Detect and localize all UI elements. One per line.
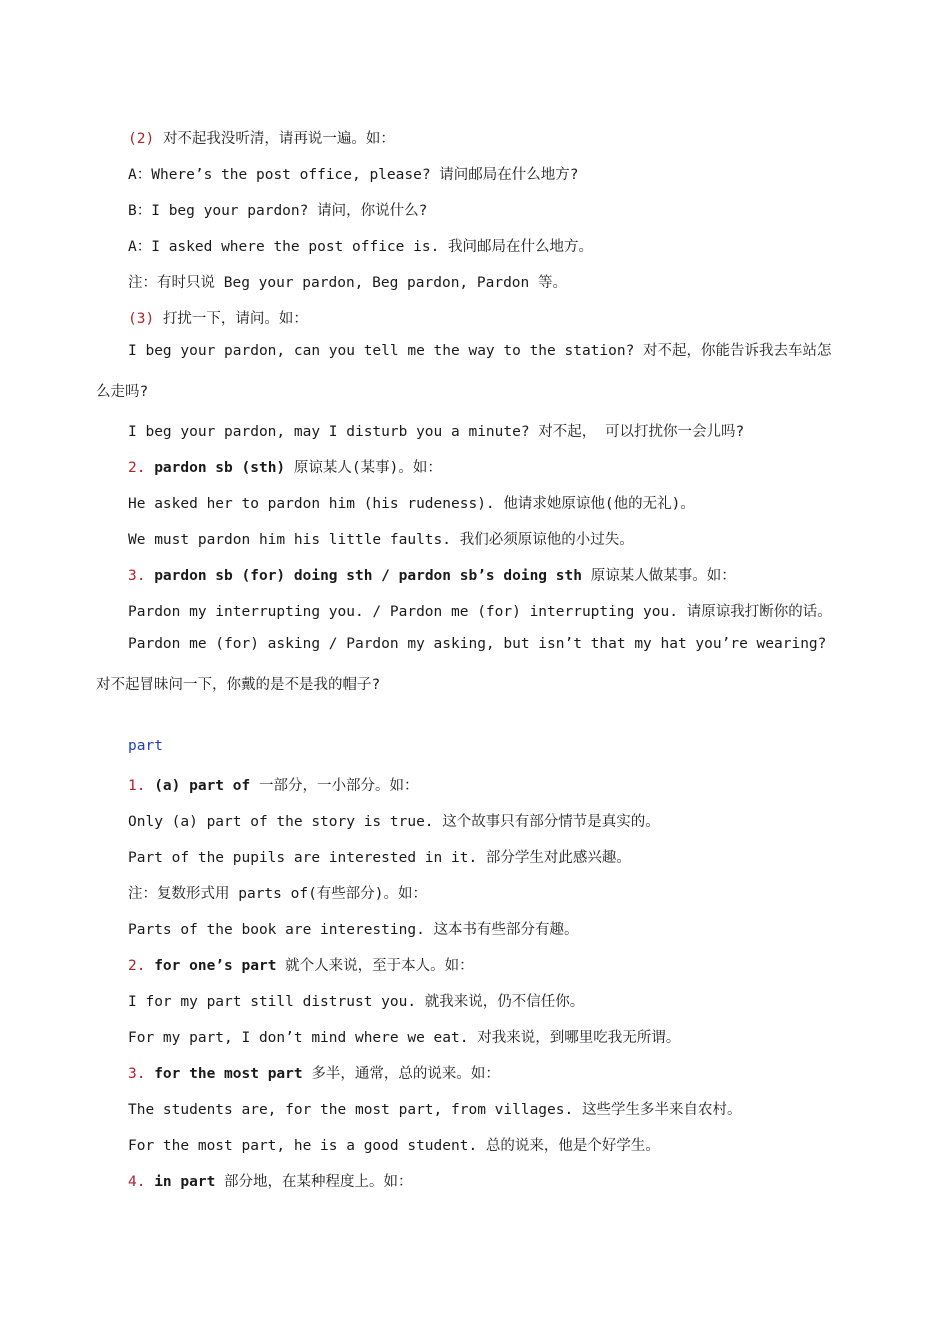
note-line: 注：有时只说 Beg your pardon, Beg pardon, Pardon 等。 bbox=[128, 275, 567, 291]
entry-phrase: pardon sb (for) doing sth / pardon sb’s doing sth bbox=[154, 568, 582, 584]
example-line: A：I asked where the post office is. 我问邮局在什么地方。 bbox=[128, 239, 594, 255]
example-line: Pardon my interrupting you. / Pardon me (for) interrupting you. 请原谅我打断你的话。 bbox=[128, 604, 832, 620]
entry-phrase: for the most part bbox=[154, 1066, 303, 1082]
entry-heading-part: part bbox=[128, 738, 163, 754]
entry-description: 多半，通常，总的说来。如： bbox=[311, 1066, 500, 1082]
entry-number: 1. bbox=[128, 778, 146, 794]
sense-title: 打扰一下，请问。如： bbox=[162, 311, 308, 327]
pardon-entry-2 bbox=[128, 456, 442, 477]
entry-phrase: (a) part of bbox=[154, 778, 251, 794]
part-entry-1 bbox=[128, 774, 418, 795]
example-line: B：I beg your pardon? 请问，你说什么? bbox=[128, 203, 428, 219]
entry-description: 一部分，一小部分。如： bbox=[258, 778, 419, 794]
pardon-sense-2 bbox=[128, 127, 395, 148]
sense-number: (3) bbox=[128, 311, 155, 327]
entry-number: 4. bbox=[128, 1174, 146, 1190]
example-line: A：Where’s the post office, please? 请问邮局在什么地方? bbox=[128, 167, 579, 183]
example-line: We must pardon him his little faults. 我们必须原谅他的小过失。 bbox=[128, 532, 634, 548]
pardon-sense-3 bbox=[128, 307, 308, 328]
note-line: 注：复数形式用 parts of(有些部分)。如： bbox=[128, 886, 428, 902]
part-entry-2 bbox=[128, 954, 474, 975]
part-entry-3 bbox=[128, 1062, 500, 1083]
entry-description: 就个人来说，至于本人。如： bbox=[285, 958, 474, 974]
example-line: Part of the pupils are interested in it. 部分学生对此感兴趣。 bbox=[128, 850, 631, 866]
example-line: For my part, I don’t mind where we eat. 对我来说，到哪里吃我无所谓。 bbox=[128, 1030, 681, 1046]
example-line: Only (a) part of the story is true. 这个故事只有部分情节是真实的。 bbox=[128, 814, 660, 830]
entry-description: 原谅某人(某事)。如： bbox=[293, 460, 442, 476]
sense-number: (2) bbox=[128, 131, 155, 147]
pardon-entry-3 bbox=[128, 564, 736, 585]
entry-number: 2. bbox=[128, 460, 146, 476]
entry-description: 原谅某人做某事。如： bbox=[590, 568, 736, 584]
entry-number: 3. bbox=[128, 568, 146, 584]
example-line: He asked her to pardon him (his rudeness). 他请求她原谅他(他的无礼)。 bbox=[128, 496, 695, 512]
example-line: For the most part, he is a good student. 总的说来，他是个好学生。 bbox=[128, 1138, 660, 1154]
example-line: I beg your pardon, can you tell me the way to the station? 对不起，你能告诉我去车站怎么走吗? bbox=[96, 343, 832, 400]
entry-phrase: in part bbox=[154, 1174, 216, 1190]
part-entry-4 bbox=[128, 1170, 413, 1191]
example-line: Pardon me (for) asking / Pardon my asking, but isn’t that my hat you’re wearing? 对不起冒昧问一下，你戴的是不是我的帽子? bbox=[96, 636, 827, 693]
entry-description: 部分地，在某种程度上。如： bbox=[224, 1174, 413, 1190]
example-line: Parts of the book are interesting. 这本书有些部分有趣。 bbox=[128, 922, 579, 938]
example-line: I beg your pardon, may I disturb you a minute? 对不起， 可以打扰你一会儿吗? bbox=[128, 424, 745, 440]
entry-number: 3. bbox=[128, 1066, 146, 1082]
entry-phrase: pardon sb (sth) bbox=[154, 460, 286, 476]
entry-number: 2. bbox=[128, 958, 146, 974]
example-line: I for my part still distrust you. 就我来说，仍不信任你。 bbox=[128, 994, 585, 1010]
example-line: The students are, for the most part, from villages. 这些学生多半来自农村。 bbox=[128, 1102, 742, 1118]
sense-title: 对不起我没听清，请再说一遍。如： bbox=[162, 131, 395, 147]
entry-phrase: for one’s part bbox=[154, 958, 277, 974]
